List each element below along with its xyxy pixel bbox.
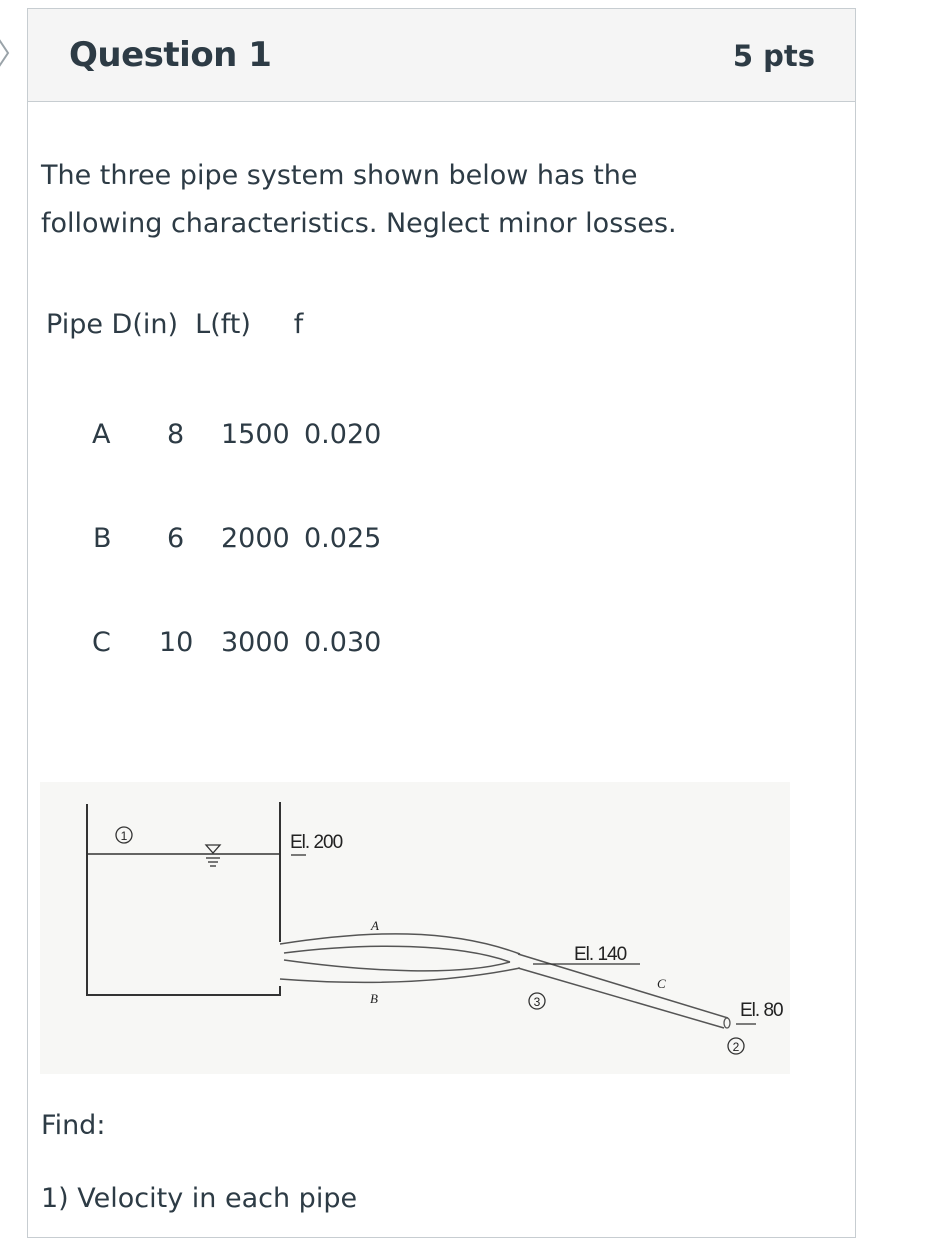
question-header: [28, 9, 855, 102]
elevation-junction-label: El. 140: [574, 944, 627, 965]
pipe-row-c: [0, 627, 500, 667]
pipe-friction: 0.020: [304, 419, 382, 450]
question-title: Question 1: [69, 35, 272, 75]
pipe-a-label: A: [371, 918, 379, 933]
question-intro: The three pipe system shown below has the following characteristics. Neglect minor losses.: [41, 160, 677, 239]
pipe-friction: 0.030: [304, 627, 382, 658]
pipe-friction: 0.025: [304, 523, 382, 554]
pipe-name: C: [92, 627, 111, 658]
pipe-diameter: 10: [159, 627, 194, 658]
pipe-row-a: [0, 419, 500, 459]
pipe-length: 2000: [221, 523, 290, 554]
pipe-system-diagram: [40, 782, 790, 1074]
find-item-1: 1) Velocity in each pipe: [41, 1183, 358, 1214]
pipe-c-lower: [518, 968, 724, 1028]
pipe-c-outlet-icon: [724, 1018, 730, 1028]
question-points: 5 pts: [732, 39, 815, 73]
pipe-row-b: [0, 523, 500, 563]
pipe-diameter: 8: [167, 419, 185, 450]
pipe-table-header: Pipe D(in) L(ft) f: [46, 309, 304, 340]
elevation-outlet-label: El. 80: [740, 1000, 783, 1021]
node-3-label: 3: [533, 995, 541, 1009]
pipe-diameter: 6: [167, 523, 185, 554]
pipe-b-label: B: [370, 991, 378, 1006]
pipe-name: A: [92, 419, 111, 450]
pipe-length: 1500: [221, 419, 290, 450]
pipe-name: B: [93, 523, 112, 554]
pipe-a-outer: [280, 934, 520, 954]
pipe-a-inner: [284, 946, 510, 962]
find-label: Find:: [41, 1110, 106, 1141]
node-2-label: 2: [732, 1040, 740, 1054]
pipe-length: 3000: [221, 627, 290, 658]
node-1-label: 1: [120, 829, 128, 843]
pipe-c-label: C: [657, 976, 666, 991]
elevation-reservoir-label: El. 200: [290, 832, 343, 853]
previous-question-arrow-icon[interactable]: [0, 36, 12, 70]
water-level-symbol-icon: [206, 845, 220, 866]
pipe-b-inner: [284, 960, 510, 971]
